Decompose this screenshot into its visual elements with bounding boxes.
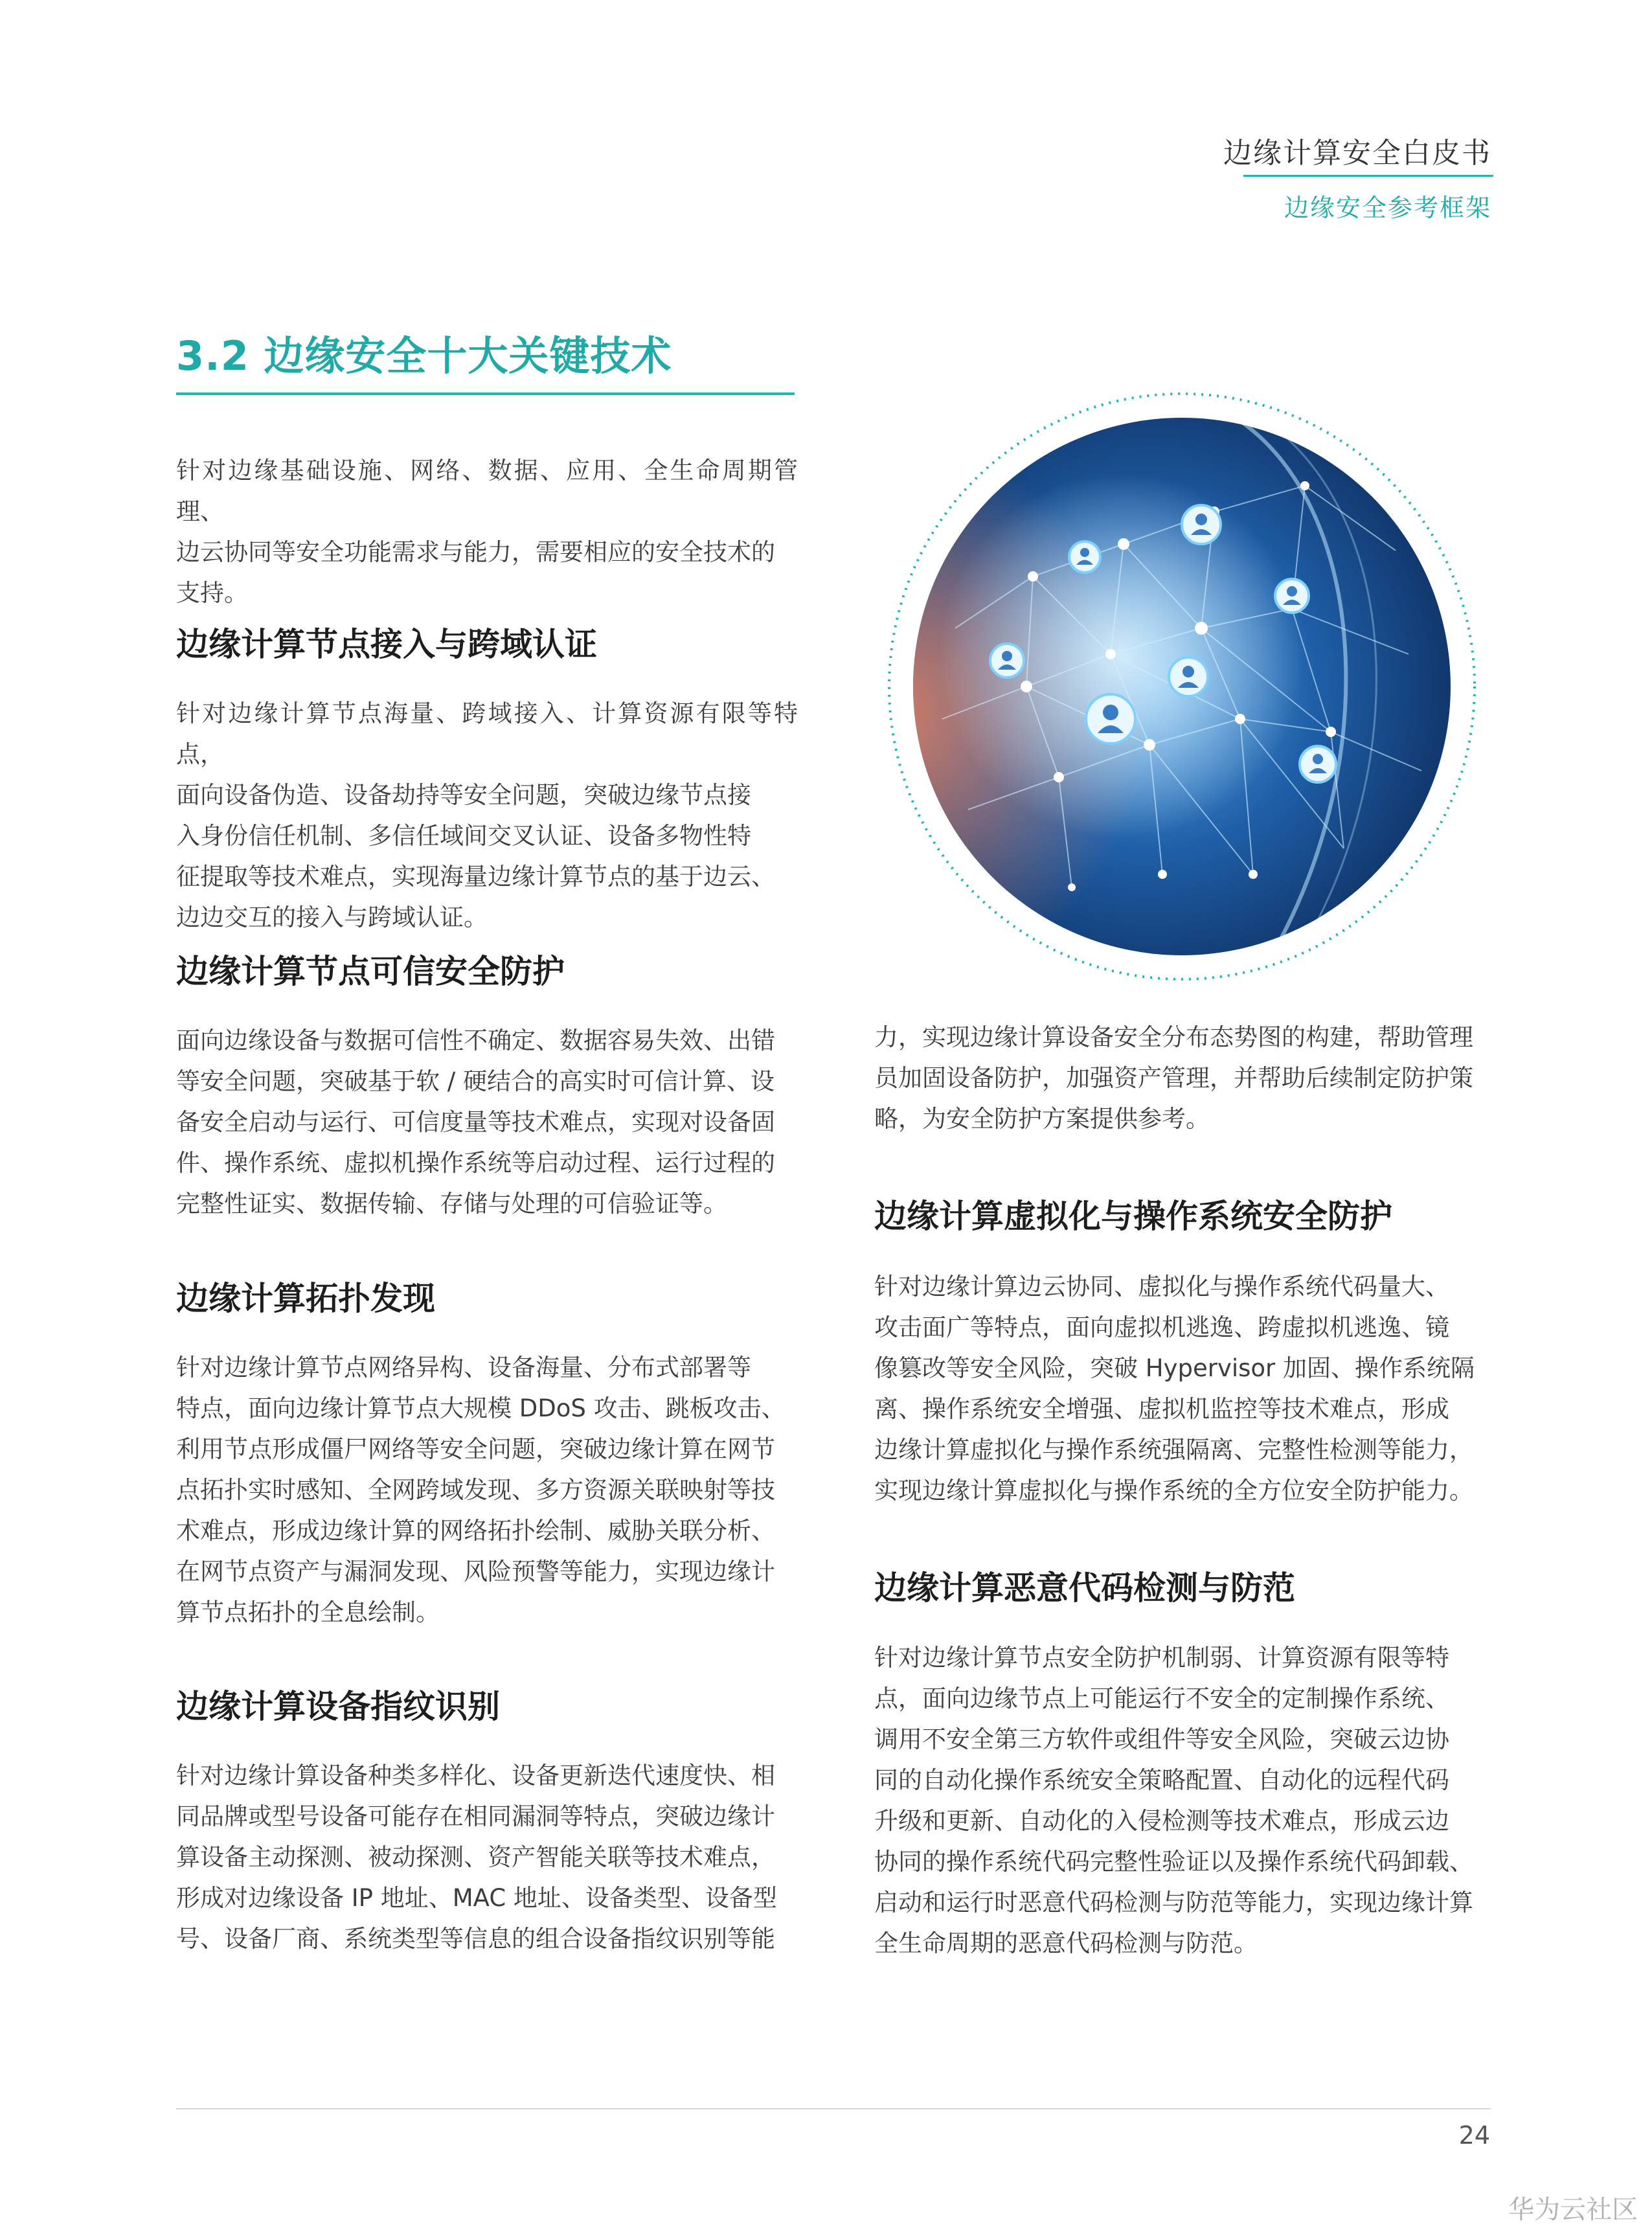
section-title: 3.2 边缘安全十大关键技术 [176, 332, 672, 380]
footer-divider [176, 2108, 1491, 2109]
section-divider [176, 392, 795, 395]
header-divider [1243, 175, 1493, 177]
heading-node-access-auth: 边缘计算节点接入与跨域认证 [176, 626, 597, 663]
document-title: 边缘计算安全白皮书 [1223, 137, 1491, 170]
watermark: 华为云社区 [1508, 2195, 1638, 2225]
heading-virtualization-os: 边缘计算虚拟化与操作系统安全防护 [874, 1198, 1392, 1235]
paragraph-device-fingerprint: 针对边缘计算设备种类多样化、设备更新迭代速度快、相 同品牌或型号设备可能存在相同漏洞等特点，突破边缘计 算设备主动探测、被动探测、资产智能关联等技术难点， 形成对边缘设备 IP 地址、MAC 地址、设备类型、设备型 号、设备厂商、系统类型等信息的组合设备指纹识别等能 [176, 1762, 777, 1953]
paragraph-malware-detection: 针对边缘计算节点安全防护机制弱、计算资源有限等特 点，面向边缘节点上可能运行不安全的定制操作系统、 调用不安全第三方软件或组件等安全风险，突破云边协 同的自动化操作系统安全策略配置、自动化的远程代码 升级和更新、自动化的入侵检测等技术难点，形成云边 协同的操作系统代码完整性验证以及操作系统代码卸载、 启动和运行时恶意代码检测与防范等能力，实现边缘计算 全生命周期的恶意代码检测与防范。 [874, 1644, 1473, 1957]
paragraph-topology-discovery: 针对边缘计算节点网络异构、设备海量、分布式部署等 特点，面向边缘计算节点大规模 DDoS 攻击、跳板攻击、 利用节点形成僵尸网络等安全问题，突破边缘计算在网节 点拓扑实时感知、全网跨域发现、多方资源关联映射等技 术难点，形成边缘计算的网络拓扑绘制、威胁关联分析、 在网节点资产与漏洞发现、风险预警等能力，实现边缘计 算节点拓扑的全息绘制。 [176, 1354, 786, 1626]
page-number: 24 [1458, 2121, 1490, 2150]
paragraph-trusted-protection: 面向边缘设备与数据可信性不确定、数据容易失效、出错 等安全问题，突破基于软 / 硬结合的高实时可信计算、设 备安全启动与运行、可信度量等技术难点，实现对设备固 件、操作系统、虚拟机操作系统等启动过程、运行过程的 完整性证实、数据传输、存储与处理的可信验证等。 [176, 1027, 775, 1218]
paragraph-node-access-auth: 针对边缘计算节点海量、跨域接入、计算资源有限等特点， 面向设备伪造、设备劫持等安全问题，突破边缘节点接 入身份信任机制、多信任域间交叉认证、设备多物性特 征提取等技术难点，实现海量边缘计算节点的基于边云、 边边交互的接入与跨域认证。 [176, 699, 798, 931]
paragraph-fingerprint-continued: 力，实现边缘计算设备安全分布态势图的构建，帮助管理 员加固设备防护，加强资产管理，并帮助后续制定防护策 略，为安全防护方案提供参考。 [874, 1023, 1473, 1133]
heading-trusted-protection: 边缘计算节点可信安全防护 [176, 953, 565, 990]
chapter-title: 边缘安全参考框架 [1284, 194, 1491, 222]
heading-device-fingerprint: 边缘计算设备指纹识别 [176, 1688, 500, 1725]
section-intro: 针对边缘基础设施、网络、数据、应用、全生命周期管理、 边云协同等安全功能需求与能力，需要相应的安全技术的 支持。 [176, 457, 798, 607]
network-illustration [877, 382, 1486, 991]
paragraph-virtualization-os: 针对边缘计算边云协同、虚拟化与操作系统代码量大、 攻击面广等特点，面向虚拟机逃逸、跨虚拟机逃逸、镜 像篡改等安全风险，突破 Hypervisor 加固、操作系统隔 离、操作系统安全增强、虚拟机监控等技术难点，形成 边缘计算虚拟化与操作系统强隔离、完整性检测等能力， 实现边缘计算虚拟化与操作系统的全方位安全防护能力。 [874, 1273, 1475, 1505]
heading-malware-detection: 边缘计算恶意代码检测与防范 [874, 1569, 1295, 1607]
heading-topology-discovery: 边缘计算拓扑发现 [176, 1280, 435, 1317]
